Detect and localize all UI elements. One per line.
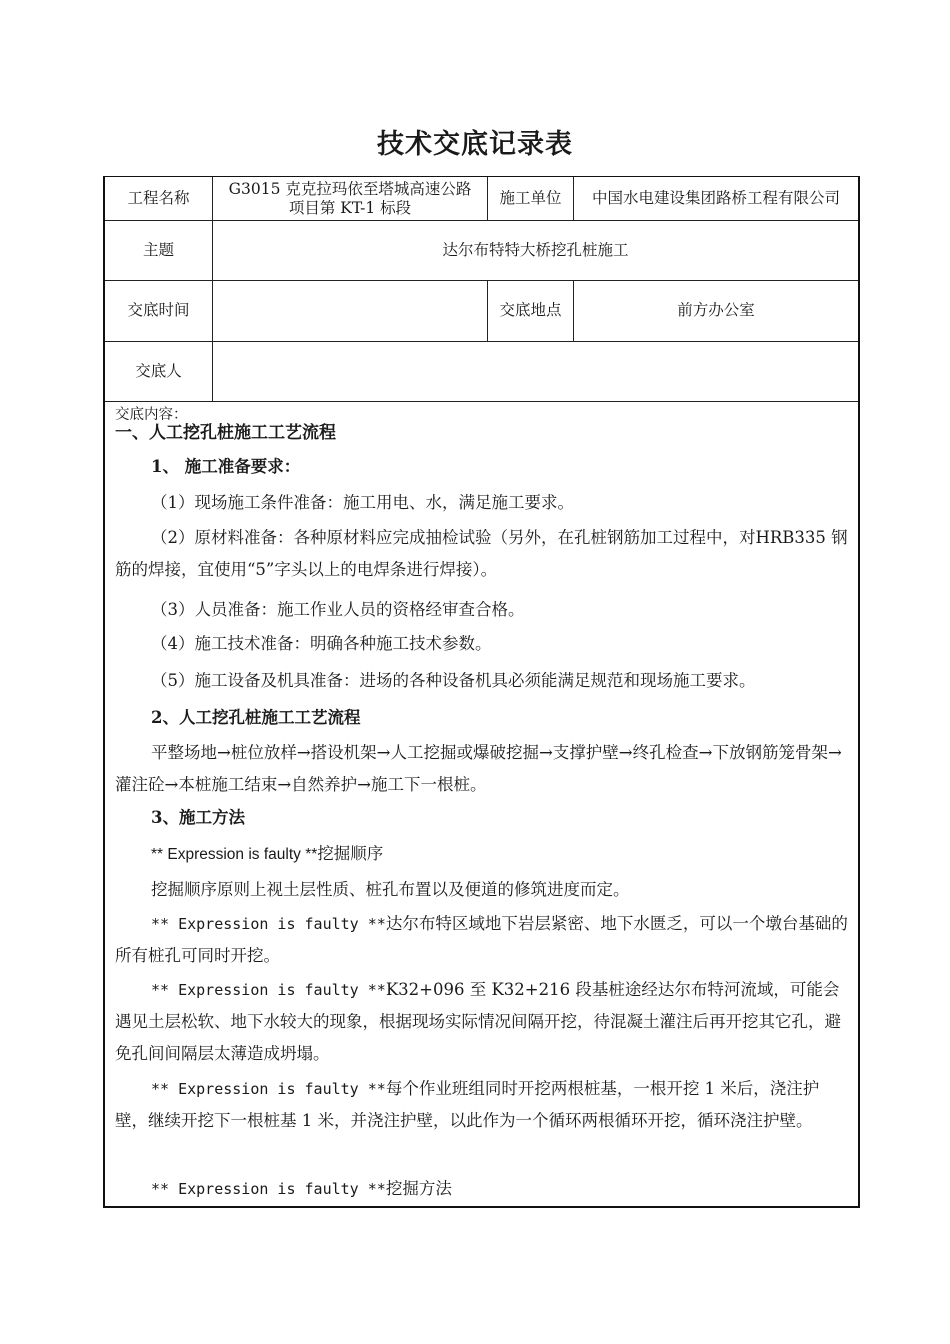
method-2 <box>115 908 848 972</box>
expression-error: ** Expression is faulty ** <box>151 915 386 933</box>
method-3 <box>115 974 848 1070</box>
row-person <box>105 341 858 402</box>
subsection-2-heading: 2、人工挖孔桩施工工艺流程 <box>151 708 361 727</box>
expression-error: ** Expression is faulty ** <box>151 981 386 999</box>
project-name-value <box>213 177 487 220</box>
row-topic <box>105 220 858 281</box>
unit-label: 施工单位 <box>499 189 562 207</box>
page-title: 技术交底记录表 <box>377 129 573 160</box>
method-3-text: K32+096 至 K32+216 段基桩途经达尔布特河流域，可能会遇见土层松软、地下水较大的现象，根据现场实际情况间隔开挖，待混凝土灌注后再开挖其它孔，避免孔间间隔层太薄造成坍塌。 <box>115 980 841 1063</box>
project-name-line2: 项目第 KT-1 标段 <box>288 198 412 217</box>
prep-item-1: （1）现场施工条件准备：施工用电、水，满足施工要求。 <box>151 493 574 512</box>
method-5-title-text: 挖掘方法 <box>385 1179 452 1198</box>
expression-error: ** Expression is faulty ** <box>151 846 318 863</box>
section-heading: 一、人工挖孔桩施工工艺流程 <box>115 423 336 443</box>
method-1-title-text: 挖掘顺序 <box>317 844 384 863</box>
expression-error: ** Expression is faulty ** <box>151 1180 386 1198</box>
content-label: 交底内容： <box>115 407 188 423</box>
project-name-line1: G3015 克克拉玛依至塔城高速公路 <box>228 179 472 198</box>
row-project <box>105 177 858 221</box>
project-name-label: 工程名称 <box>127 189 190 207</box>
place-value: 前方办公室 <box>677 301 755 319</box>
process-flow-text: 平整场地→桩位放样→搭设机架→人工挖掘或爆破挖掘→支撑护壁→终孔检查→下放钢筋笼骨架→灌注砼→本桩施工结束→自然养护→施工下一根桩。 <box>115 743 842 794</box>
prep-item-5: （5）施工设备及机具准备：进场的各种设备机具必须能满足规范和现场施工要求。 <box>151 671 756 690</box>
subsection-1-heading: 1、 施工准备要求： <box>151 457 301 476</box>
prep-item-3: （3）人员准备：施工作业人员的资格经审查合格。 <box>151 600 525 619</box>
person-label: 交底人 <box>135 361 182 380</box>
method-4 <box>115 1073 848 1137</box>
content-area <box>105 401 858 1206</box>
method-4-text: 每个作业班组同时开挖两根桩基，一根开挖 1 米后，浇注护壁，继续开挖下一根桩基 1 米，并浇注护壁，以此作为一个循环两根循环开挖，循环浇注护壁。 <box>115 1079 820 1130</box>
place-label: 交底地点 <box>499 301 562 319</box>
method-5-title <box>151 1173 848 1205</box>
topic-value: 达尔布特特大桥挖孔桩施工 <box>442 240 629 259</box>
method-1-title <box>151 838 848 871</box>
person-value <box>213 341 858 401</box>
prep-item-4: （4）施工技术准备：明确各种施工技术参数。 <box>151 634 492 653</box>
subsection-3-heading: 3、施工方法 <box>151 808 245 827</box>
expression-error: ** Expression is faulty ** <box>151 1080 386 1098</box>
topic-label: 主题 <box>142 240 174 259</box>
prep-item-2: （2）原材料准备：各种原材料应完成抽检试验（另外，在孔桩钢筋加工过程中，对HRB335 钢筋的焊接，宜使用“5”字头以上的电焊条进行焊接）。 <box>115 528 848 579</box>
unit-value: 中国水电建设集团路桥工程有限公司 <box>591 189 840 207</box>
time-value <box>213 280 487 341</box>
record-table <box>103 176 860 1208</box>
time-label: 交底时间 <box>127 301 190 319</box>
method-2-text: 达尔布特区域地下岩层紧密、地下水匮乏，可以一个墩台基础的所有桩孔可同时开挖。 <box>115 914 848 965</box>
row-time-place <box>105 280 858 342</box>
method-1-text: 挖掘顺序原则上视土层性质、桩孔布置以及便道的修筑进度而定。 <box>151 880 630 899</box>
